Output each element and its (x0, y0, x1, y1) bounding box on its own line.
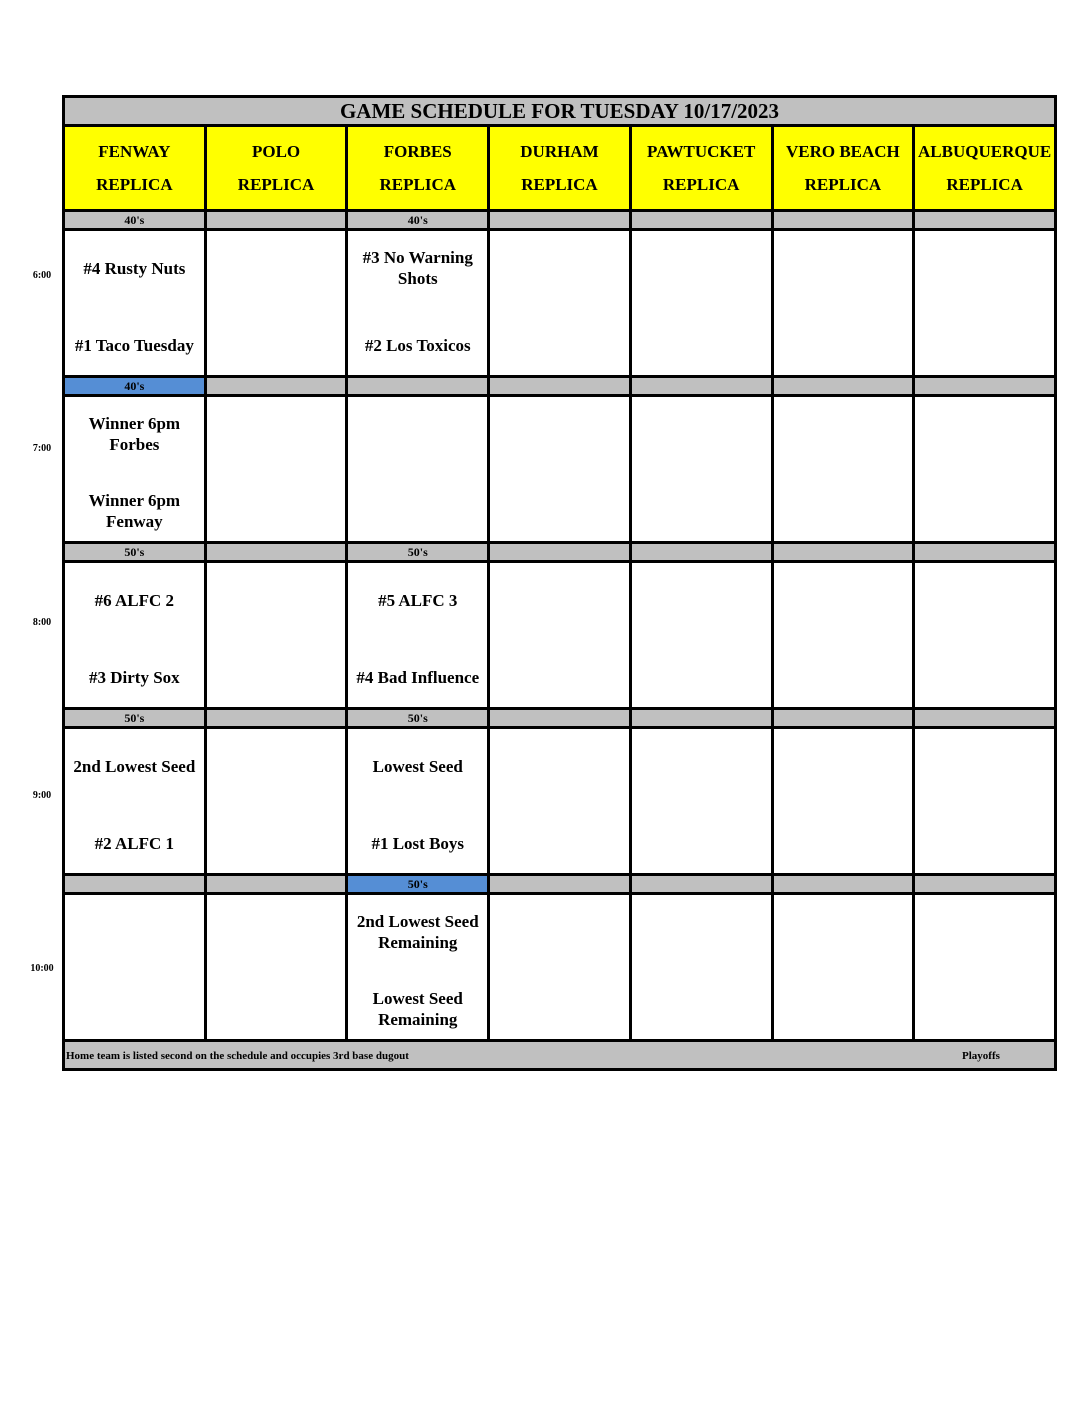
home-team (776, 655, 911, 699)
game-cell (347, 562, 489, 709)
division-label (205, 211, 347, 230)
division-label: 50's (64, 543, 206, 562)
away-team (634, 578, 769, 622)
home-team (776, 821, 911, 865)
away-team (634, 744, 769, 788)
home-team: #1 Lost Boys (371, 833, 465, 853)
home-team (776, 489, 911, 533)
field-header (772, 126, 914, 211)
game-cell (489, 396, 631, 543)
away-team (492, 910, 627, 954)
game-cell (64, 230, 206, 377)
field-header (64, 126, 206, 211)
time-label: 8:00 (32, 617, 52, 628)
game-cell (64, 894, 206, 1041)
away-team (634, 910, 769, 954)
home-team (209, 821, 344, 865)
game-cell (205, 562, 347, 709)
division-label (205, 543, 347, 562)
division-label: 50's (347, 875, 489, 894)
schedule-table (62, 95, 1057, 1071)
away-team (492, 246, 627, 290)
home-team (634, 821, 769, 865)
game-cell (772, 396, 914, 543)
division-label (489, 211, 631, 230)
division-label: 40's (347, 211, 489, 230)
home-team (917, 655, 1052, 699)
home-team (634, 655, 769, 699)
time-label: 6:00 (32, 270, 52, 281)
field-subtitle: REPLICA (804, 175, 882, 194)
away-team (917, 578, 1052, 622)
away-team (776, 744, 911, 788)
home-team: #4 Bad Influence (356, 667, 480, 687)
away-team: Winner 6pm Forbes (88, 414, 181, 454)
away-team (492, 578, 627, 622)
division-label (772, 543, 914, 562)
field-subtitle: REPLICA (237, 175, 315, 194)
division-label (630, 709, 772, 728)
home-team: Winner 6pm Fenway (88, 491, 181, 531)
home-team (917, 821, 1052, 865)
game-cell (347, 894, 489, 1041)
division-label (772, 875, 914, 894)
game-cell (630, 230, 772, 377)
division-label (205, 875, 347, 894)
field-name: POLO (251, 142, 301, 161)
game-cell (914, 396, 1056, 543)
home-team: #3 Dirty Sox (89, 667, 180, 687)
division-label (772, 211, 914, 230)
away-team (209, 744, 344, 788)
game-cell (347, 230, 489, 377)
division-label (914, 709, 1056, 728)
home-team (492, 655, 627, 699)
away-team (917, 246, 1052, 290)
home-team (209, 323, 344, 367)
game-cell (772, 894, 914, 1041)
game-cell (205, 396, 347, 543)
division-label (630, 875, 772, 894)
away-team: #5 ALFC 3 (378, 590, 458, 610)
home-team: #2 ALFC 1 (94, 833, 175, 853)
field-subtitle: REPLICA (96, 175, 173, 194)
game-cell (914, 562, 1056, 709)
game-cell (64, 728, 206, 875)
division-label (489, 377, 631, 396)
field-header (914, 126, 1056, 211)
division-label (914, 543, 1056, 562)
home-team: #1 Taco Tuesday (74, 335, 194, 355)
game-cell (347, 396, 489, 543)
away-team: 2nd Lowest Seed (73, 756, 196, 776)
home-team (67, 987, 202, 1031)
home-team (776, 987, 911, 1031)
game-cell (772, 230, 914, 377)
field-name: FORBES (383, 142, 452, 161)
game-cell (205, 728, 347, 875)
division-label: 50's (64, 709, 206, 728)
division-label: 50's (347, 709, 489, 728)
home-team (209, 489, 344, 533)
away-team (776, 910, 911, 954)
game-cell (205, 894, 347, 1041)
schedule-footer (64, 1041, 1056, 1070)
away-team (492, 744, 627, 788)
field-header (489, 126, 631, 211)
home-team-note: Home team is listed second on the schedule and occupies 3rd base dugout (66, 1050, 409, 1062)
division-label (772, 709, 914, 728)
game-cell (205, 230, 347, 377)
game-cell (489, 230, 631, 377)
division-label (914, 211, 1056, 230)
division-label (914, 875, 1056, 894)
game-cell (489, 894, 631, 1041)
home-team (350, 489, 485, 533)
division-label: 40's (64, 377, 206, 396)
division-label (489, 875, 631, 894)
division-label (630, 211, 772, 230)
away-team: #4 Rusty Nuts (83, 258, 186, 278)
division-label (489, 543, 631, 562)
home-team (492, 489, 627, 533)
division-label (489, 709, 631, 728)
home-team (776, 323, 911, 367)
field-subtitle: REPLICA (521, 175, 598, 194)
time-label: 9:00 (32, 790, 52, 801)
field-header (205, 126, 347, 211)
division-label: 50's (347, 543, 489, 562)
field-name: FENWAY (98, 142, 171, 161)
home-team (917, 323, 1052, 367)
division-label (630, 377, 772, 396)
division-label (64, 875, 206, 894)
division-label (772, 377, 914, 396)
division-label (347, 377, 489, 396)
division-label: 40's (64, 211, 206, 230)
game-cell (772, 562, 914, 709)
home-team: Lowest Seed Remaining (372, 989, 463, 1029)
away-team (776, 246, 911, 290)
home-team (492, 987, 627, 1031)
game-cell (630, 396, 772, 543)
away-team (350, 412, 485, 456)
away-team (634, 412, 769, 456)
home-team (634, 323, 769, 367)
away-team (209, 910, 344, 954)
playoffs-label: Playoffs (962, 1050, 1000, 1062)
away-team (776, 412, 911, 456)
home-team (209, 987, 344, 1031)
game-cell (914, 894, 1056, 1041)
game-cell (489, 562, 631, 709)
game-cell (64, 396, 206, 543)
division-label (914, 377, 1056, 396)
field-subtitle: REPLICA (379, 175, 457, 194)
home-team (209, 655, 344, 699)
away-team (209, 412, 344, 456)
game-cell (914, 230, 1056, 377)
game-cell (630, 562, 772, 709)
game-cell (489, 728, 631, 875)
home-team: #2 Los Toxicos (364, 335, 471, 355)
field-subtitle: REPLICA (662, 175, 740, 194)
game-cell (630, 728, 772, 875)
away-team (776, 578, 911, 622)
away-team: 2nd Lowest Seed Remaining (356, 912, 479, 952)
game-cell (347, 728, 489, 875)
time-label: 10:00 (30, 963, 54, 974)
away-team: #6 ALFC 2 (94, 590, 175, 610)
away-team (917, 412, 1052, 456)
away-team (917, 910, 1052, 954)
away-team (634, 246, 769, 290)
away-team (209, 246, 344, 290)
field-name: DURHAM (520, 142, 599, 161)
game-cell (772, 728, 914, 875)
game-cell (630, 894, 772, 1041)
home-team (917, 489, 1052, 533)
home-team (917, 987, 1052, 1031)
division-label (205, 709, 347, 728)
away-team (492, 412, 627, 456)
division-label (630, 543, 772, 562)
away-team (209, 578, 344, 622)
game-cell (64, 562, 206, 709)
away-team: #3 No Warning Shots (362, 248, 473, 288)
home-team (634, 987, 769, 1031)
away-team (917, 744, 1052, 788)
field-subtitle: REPLICA (946, 175, 1023, 194)
field-name: ALBUQUERQUE (918, 142, 1052, 161)
home-team (634, 489, 769, 533)
away-team (67, 910, 202, 954)
away-team: Lowest Seed (372, 756, 463, 776)
schedule-title: GAME SCHEDULE FOR TUESDAY 10/17/2023 (64, 97, 1056, 126)
game-cell (914, 728, 1056, 875)
home-team (492, 821, 627, 865)
home-team (492, 323, 627, 367)
field-name: PAWTUCKET (647, 142, 756, 161)
field-header (630, 126, 772, 211)
division-label (205, 377, 347, 396)
time-label: 7:00 (32, 443, 52, 454)
field-name: VERO BEACH (785, 142, 900, 161)
field-header (347, 126, 489, 211)
